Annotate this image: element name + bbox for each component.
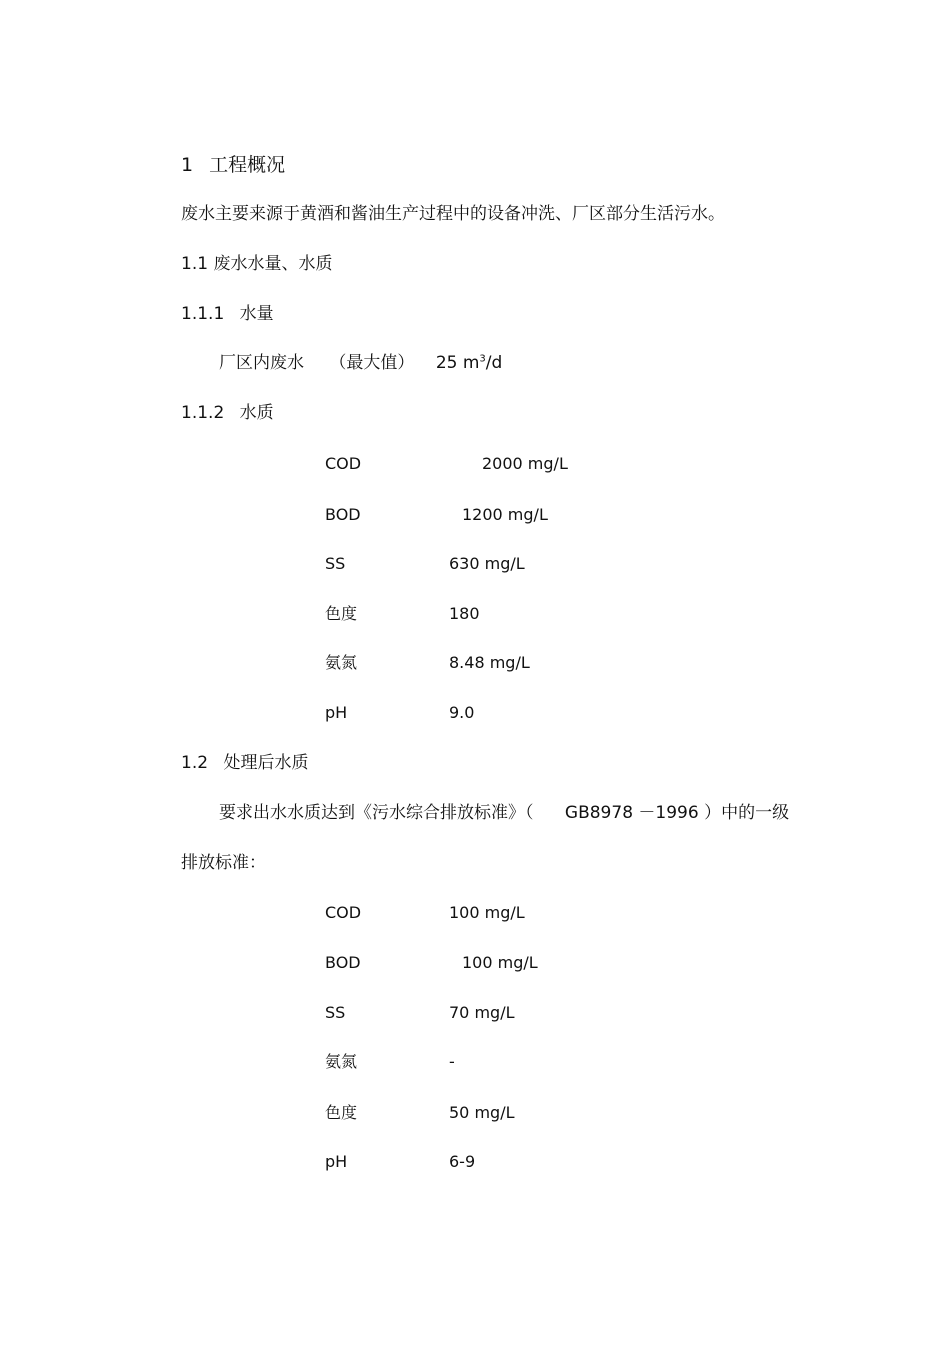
requirement-line-2: 排放标准： <box>181 853 266 873</box>
param-value: 6-9 <box>449 1152 476 1171</box>
param-value: 630 mg/L <box>449 554 525 573</box>
section-title: 工程概况 <box>209 154 286 176</box>
param-value: 50 mg/L <box>449 1103 515 1122</box>
heading-number: 1.1.2 <box>181 403 225 423</box>
param-label: 色度 <box>325 604 358 623</box>
heading-number: 1.2 <box>181 753 209 773</box>
heading-title: 水质 <box>239 403 274 423</box>
param-label: BOD <box>325 953 361 972</box>
flow-note: （最大值） <box>329 353 415 373</box>
standard-code: GB8978 －1996 ）中的一级 <box>564 803 790 823</box>
param-value: 2000 mg/L <box>482 454 568 473</box>
param-value: 180 <box>449 604 480 623</box>
flow-value: 25 m <box>435 353 480 373</box>
section-heading <box>181 154 285 176</box>
intro-paragraph: 废水主要来源于黄酒和酱油生产过程中的设备冲洗、厂区部分生活污水。 <box>181 204 725 224</box>
param-label: 色度 <box>325 1103 358 1122</box>
flow-label: 厂区内废水 <box>219 353 304 373</box>
param-label: BOD <box>325 505 361 524</box>
param-value: 8.48 mg/L <box>449 653 530 672</box>
flow-line <box>219 352 502 374</box>
heading-title: 水量 <box>239 304 274 324</box>
param-label: SS <box>325 554 346 573</box>
param-value: 100 mg/L <box>462 953 538 972</box>
requirement-text: 要求出水水质达到《污水综合排放标准》（ <box>219 803 534 823</box>
flow-unit: /d <box>485 353 503 373</box>
param-value: 100 mg/L <box>449 903 525 922</box>
flow-exponent: 3 <box>479 353 486 365</box>
param-value: 70 mg/L <box>449 1003 515 1022</box>
param-label: 氨氮 <box>325 1052 358 1071</box>
subsection-heading-1-1-1 <box>181 303 274 325</box>
param-label: SS <box>325 1003 346 1022</box>
subsection-heading-1-2 <box>181 752 308 774</box>
param-value: 1200 mg/L <box>462 505 548 524</box>
subsection-heading-1-1: 1.1 废水水量、水质 <box>181 254 333 274</box>
param-label: pH <box>325 1152 348 1171</box>
param-label: COD <box>325 454 362 473</box>
heading-title: 处理后水质 <box>223 753 309 773</box>
param-value: 9.0 <box>449 703 475 722</box>
requirement-line-1 <box>219 802 789 824</box>
heading-number: 1.1.1 <box>181 304 225 324</box>
param-label: COD <box>325 903 362 922</box>
param-label: 氨氮 <box>325 653 358 672</box>
section-number: 1 <box>181 154 194 176</box>
subsection-heading-1-1-2 <box>181 402 274 424</box>
param-value: - <box>449 1052 455 1071</box>
param-label: pH <box>325 703 348 722</box>
